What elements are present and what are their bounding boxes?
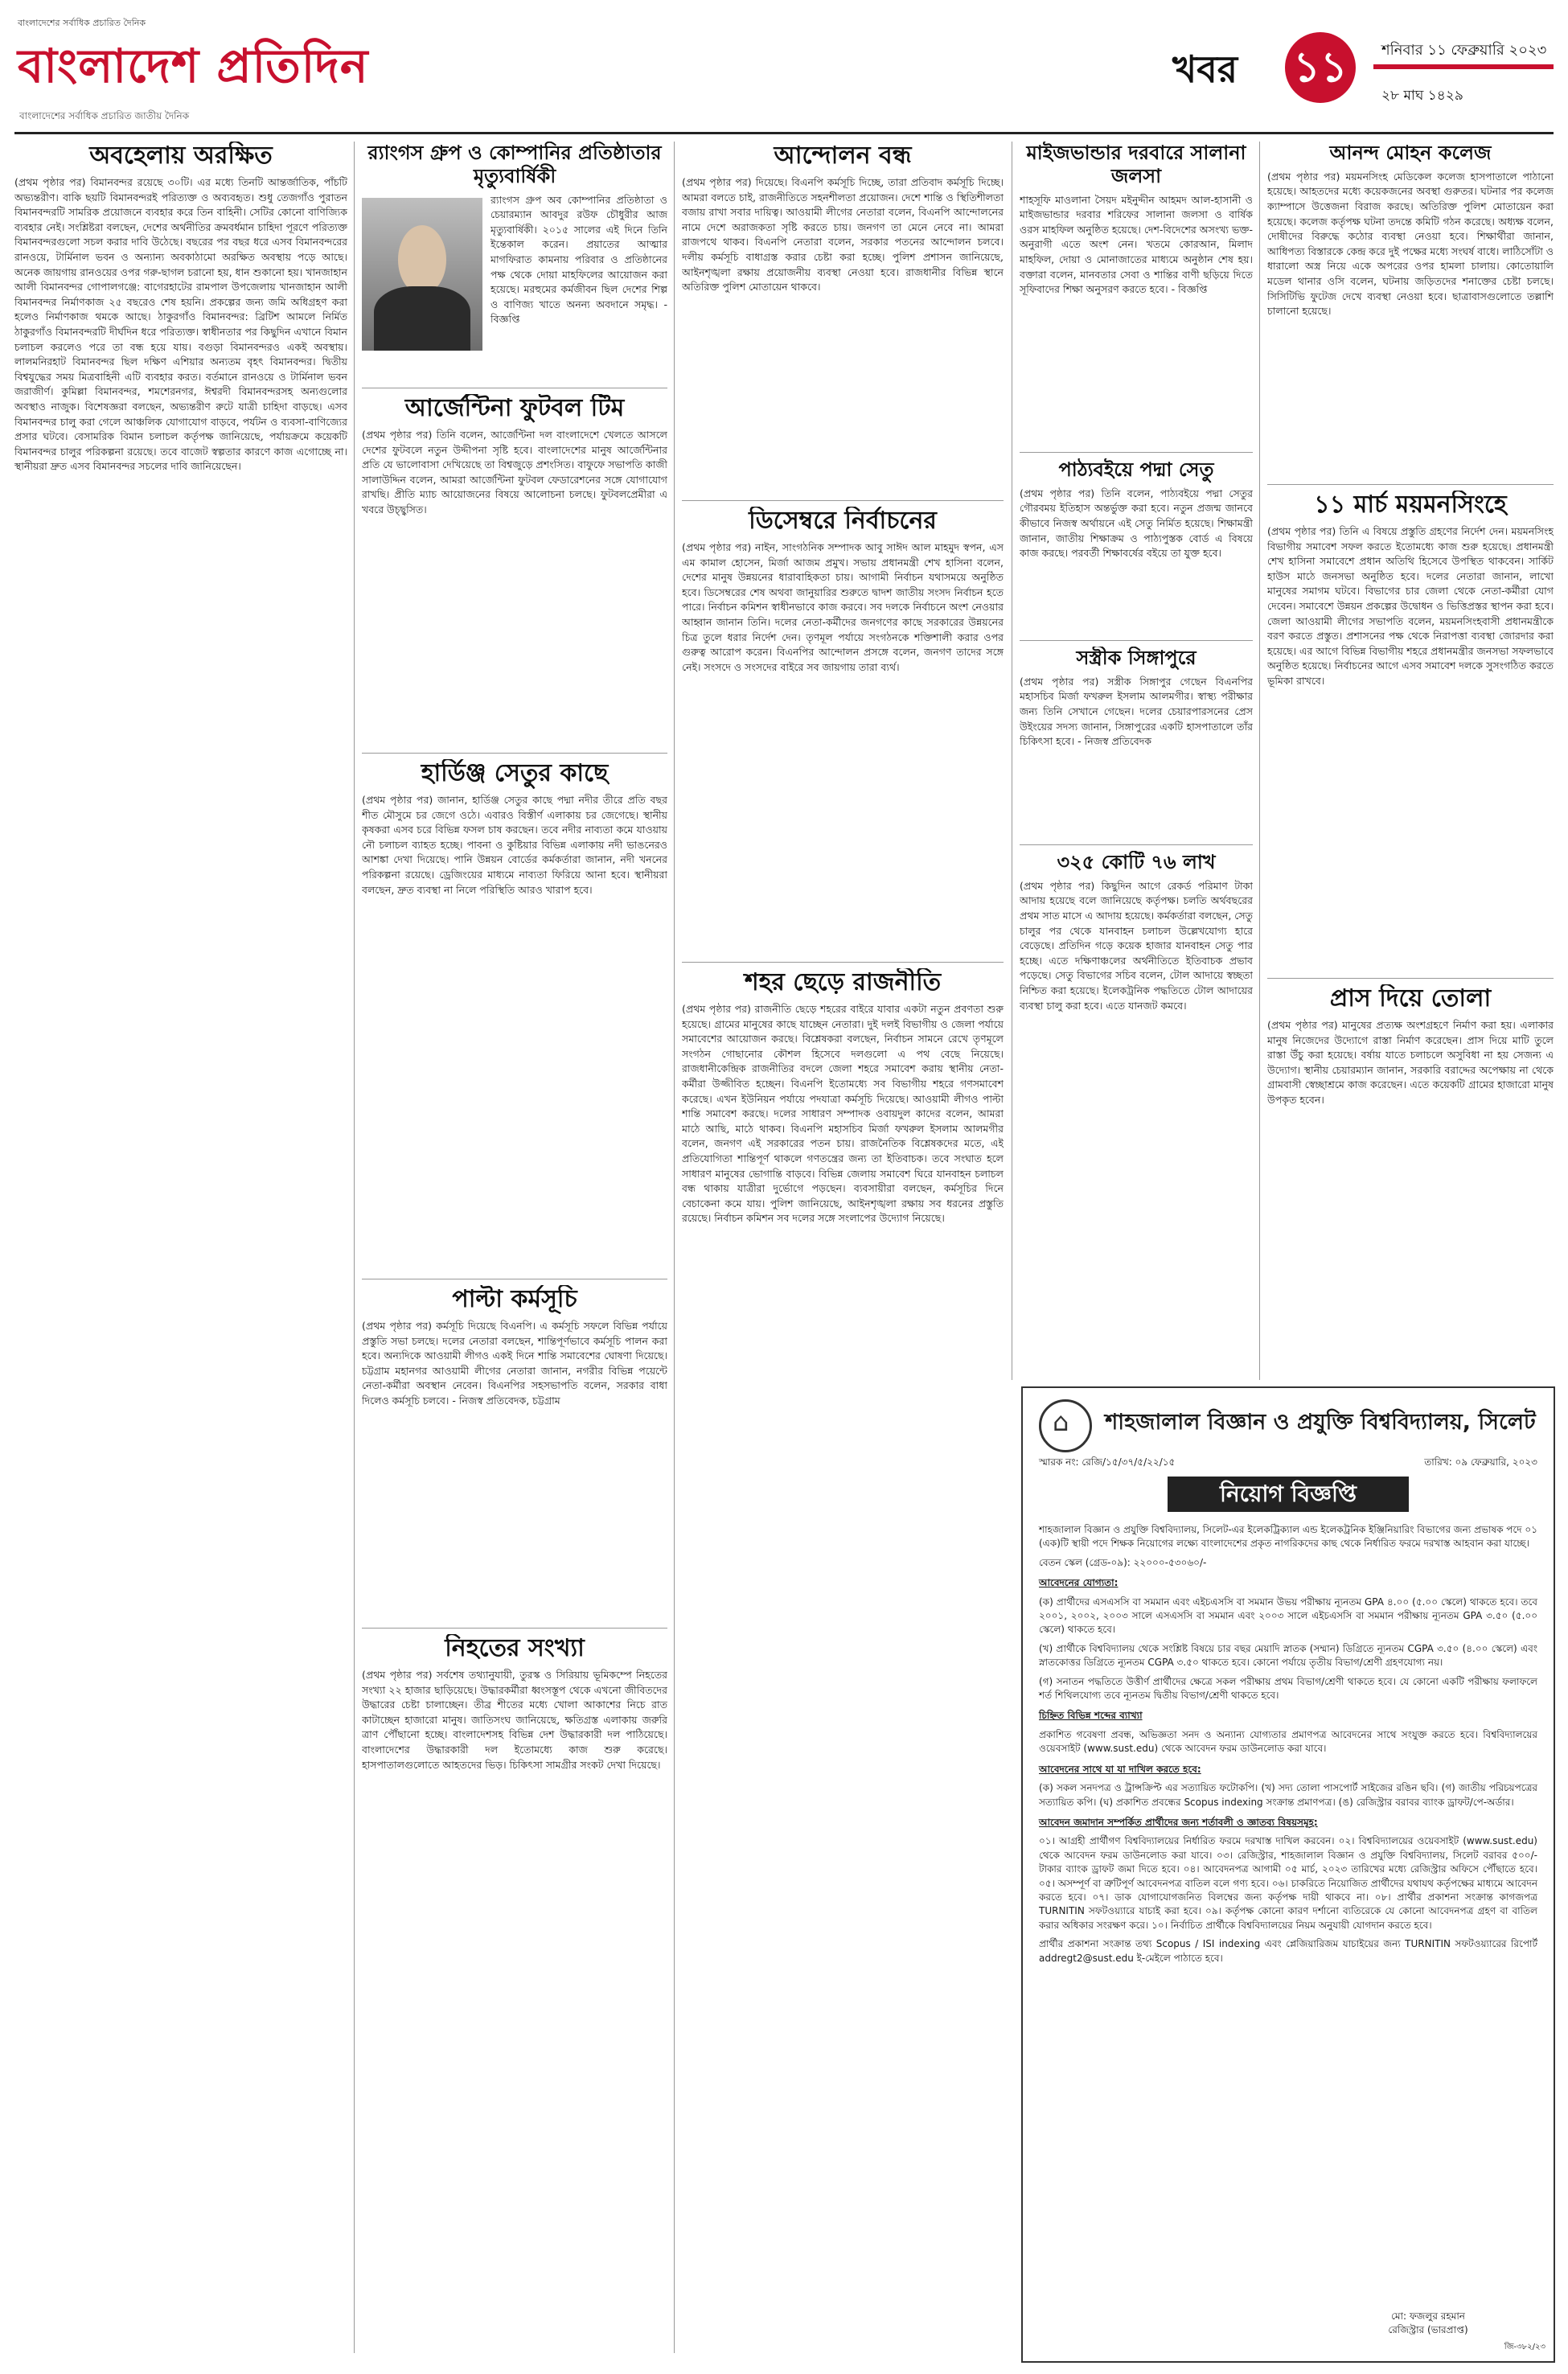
story-headline: আর্জেন্টিনা ফুটবল টিম [404,394,625,422]
story-body: (প্রথম পৃষ্ঠার পর) তিনি বলেন, আর্জেন্টিনা দল বাংলাদেশে খেলতে আসলে দেশের ফুটবলে নতুন উদ্দীপনা সৃষ্টি হবে। বাংলাদেশের মানুষ আর্জেন্টিনার প্রতি যে ভালোবাসা দেখিয়েছে তা বিশ্বজুড়ে প্রশংসিত। বাফুফে সভাপতি কাজী সালাউদ্দিন বলেন, আমরা আর্জেন্টিনা ফুটবল ফেডারেশনের সঙ্গে যোগাযোগ রাখছি। প্রীতি ম্যাচ আয়োজনের বিষয়ে আলোচনা চলছে। ফুটবলপ্রেমীরা এ খবরে উচ্ছ্বসিত। [362,429,667,515]
story-rule [362,1628,667,1629]
ad-paragraph: (ক) প্রার্থীদের এসএসসি বা সমমান এবং এইচএসসি বা সমমান উভয় পরীক্ষায় ন্যূনতম GPA ৪.০০ (৫.০০ স্কেলে) থাকতে হবে। তবে ২০০১, ২০০২, ২০০৩ সালে এসএসসি বা সমমান এবং ২০০৩ সালে এইচএসসি বা সমমান পরীক্ষায় ন্যূনতম GPA ৩.৫০ (৫.০০ স্কেলে) থাকতে হবে। [1039,1596,1537,1636]
story-body: (প্রথম পৃষ্ঠার পর) দিয়েছে। বিএনপি কর্মসূচি দিচ্ছে, তারা প্রতিবাদ কর্মসূচি দিচ্ছে। আমরা বলতে চাই, রাজনীতিতে সহনশীলতা প্রয়োজন। দেশে শান্তি ও স্থিতিশীলতা বজায় রাখা সবার দায়িত্ব। আওয়ামী লীগের নেতারা বলেন, বিএনপি আন্দোলনের নামে দেশে অরাজকতা সৃষ্টি করতে চায়। জনগণ তা মেনে নেবে না। আমরা রাজপথে থাকব। বিএনপি নেতারা বলেন, সরকার পতনের আন্দোলন চলবে। দলীয় কর্মসূচি বাধাগ্রস্ত করার চেষ্টা করা হচ্ছে। পুলিশ প্রশাসন জানিয়েছে, আইনশৃঙ্খলা রক্ষায় প্রয়োজনীয় ব্যবস্থা নেওয়া হবে। রাজধানীর বিভিন্ন স্থানে অতিরিক্ত পুলিশ মোতায়েন থাকবে। [682,176,1004,294]
story-rule [1020,844,1253,845]
story-rule [1020,640,1253,641]
story-body: (প্রথম পৃষ্ঠার পর) তিনি বলেন, পাঠ্যবইয়ে পদ্মা সেতুর গৌরবময় ইতিহাস অন্তর্ভুক্ত করা হবে। নতুন প্রজন্ম জানবে কীভাবে নিজস্ব অর্থায়নে এই সেতু নির্মিত হয়েছে। শিক্ষামন্ত্রী জানান, জাতীয় শিক্ষাক্রম ও পাঠ্যপুস্তক বোর্ড এ বিষয়ে কাজ করছে। পরবর্তী শিক্ষাবর্ষের বইয়ে তা যুক্ত হবে। [1020,487,1253,560]
story-mymensingh [1267,491,1554,973]
story-headline: ৩২৫ কোটি ৭৬ লাখ [1057,851,1216,873]
story-headline: নিহতের সংখ্যা [445,1634,585,1662]
newspaper-logo: বাংলাদেশ প্রতিদিন [18,39,369,93]
story-headline: র‌্যাংগস গ্রুপ ও কোম্পানির প্রতিষ্ঠাতার মৃত্যুবার্ষিকী [367,142,662,187]
column-rule [674,142,675,2353]
date-divider [1373,64,1554,69]
ad-section-heading: চিহ্নিত বিভিন্ন শব্দের ব্যাখ্যা [1039,1710,1143,1722]
masthead [14,11,1554,134]
story-rule [362,753,667,754]
story-ranks [362,142,667,383]
story-body: (প্রথম পৃষ্ঠার পর) বিমানবন্দর রয়েছে ৩০টি। এর মধ্যে তিনটি আন্তর্জাতিক, পাঁচটি অভ্যন্তরীণ। বাকি ছয়টি বিমানবন্দরই পরিত্যক্ত ও অব্যবহৃত। শুধু তেজগাঁও পুরাতন বিমানবন্দরটি সামরিক প্রয়োজনে ব্যবহার করে তিন বাহিনী। সেটির কোনো বাণিজ্যিক ব্যবহার নেই। সংশ্লিষ্টরা বলছেন, দেশের অর্থনীতির ক্রমবর্ধমান চাহিদা পূরণে পরিত্যক্ত বিমানবন্দরগুলো সচল করার দাবি উঠেছে। বছরের পর বছর ধরে এসব বিমানবন্দরের রানওয়ে, টার্মিনাল ভবন ও অন্যান্য অবকাঠামো অরক্ষিত অবস্থায় পড়ে আছে। অনেক জায়গায় রানওয়ের ওপর গরু-ছাগল চরানো হয়, ধান শুকানো হয়। খানজাহান আলী বিমানবন্দর গোপালগঞ্জে: বাগেরহাটের রামপাল উপজেলায় খানজাহান আলী বিমানবন্দর নির্মাণকাজ ২৫ বছরেও শেষ হয়নি। প্রকল্পের জন্য জমি অধিগ্রহণ করা হলেও নির্মাণকাজ থমকে আছে। ঠাকুরগাঁও বিমানবন্দর: ব্রিটিশ আমলে নির্মিত ঠাকুরগাঁও বিমানবন্দরটি দীর্ঘদিন ধরে পরিত্যক্ত। স্বাধীনতার পর কিছুদিন এখানে বিমান চলাচল করলেও পরে তা বন্ধ হয়ে যায়। বগুড়া বিমানবন্দরও একই অবস্থায়। লালমনিরহাট বিমানবন্দর ছিল দক্ষিণ এশিয়ার অন্যতম বৃহৎ বিমানবন্দর। দ্বিতীয় বিশ্বযুদ্ধের সময় মিত্রবাহিনী এটি ব্যবহার করত। বর্তমানে রানওয়ে ও টার্মিনাল ভবন জরাজীর্ণ। কুমিল্লা বিমানবন্দর, শমশেরনগর, ঈশ্বরদী বিমানবন্দরসহ অন্যগুলোর অবস্থাও নাজুক। বিশেষজ্ঞরা বলছেন, অভ্যন্তরীণ রুটে যাত্রী চাহিদা বাড়ছে। এসব বিমানবন্দর চালু করা গেলে আঞ্চলিক যোগাযোগ বাড়বে, পর্যটন ও ব্যবসা-বাণিজ্যের প্রসার ঘটবে। বেসামরিক বিমান চলাচল কর্তৃপক্ষ জানিয়েছে, পর্যায়ক্রমে কয়েকটি বিমানবন্দর চালুর পরিকল্পনা রয়েছে। তবে বাজেট স্বল্পতার কারণে কাজ এগোচ্ছে না। স্থানীয়রা দ্রুত এসব বিমানবন্দর সচলের দাবি জানিয়েছেন। [14,176,347,473]
story-headline: আন্দোলন বন্ধ [774,142,912,170]
story-body: (প্রথম পৃষ্ঠার পর) জানান, হার্ডিঞ্জ সেতুর কাছে পদ্মা নদীর তীরে প্রতি বছর শীত মৌসুমে চর জেগে ওঠে। এবারও বিস্তীর্ণ এলাকায় চর জেগেছে। স্থানীয় কৃষকরা এসব চরে বিভিন্ন ফসল চাষ করছেন। তবে নদীর নাব্যতা কমে যাওয়ায় নৌ চলাচল ব্যাহত হচ্ছে। পাবনা ও কুষ্টিয়ার বিভিন্ন এলাকায় নদী ভাঙনেরও আশঙ্কা দেখা দিয়েছে। পানি উন্নয়ন বোর্ডের কর্মকর্তারা জানান, নদী খননের পরিকল্পনা রয়েছে। ড্রেজিংয়ের মাধ্যমে নাব্যতা ফিরিয়ে আনা হবে। স্থানীয়রা বলছেন, দ্রুত ব্যবস্থা না নিলে পরিস্থিতি আরও খারাপ হবে। [362,794,667,896]
date-gregorian: শনিবার ১১ ফেব্রুয়ারি ২০২৩ [1381,42,1547,59]
ad-section-heading: আবেদনের যোগ্যতা: [1039,1577,1119,1589]
story-headline: ১১ মার্চ ময়মনসিংহে [1314,491,1507,519]
column-rule [1259,142,1260,1380]
ad-paragraph: (গ) সনাতন পদ্ধতিতে উত্তীর্ণ প্রার্থীদের ক্ষেত্রে সকল পরীক্ষায় প্রথম বিভাগ/শ্রেণী থাকতে হবে। যে কোনো একটি পরীক্ষায় ফলাফলে শর্ত শিথিলযোগ্য তবে ন্যূনতম দ্বিতীয় বিভাগ/শ্রেণী থাকতে হবে। [1039,1675,1537,1702]
story-body: (প্রথম পৃষ্ঠার পর) কিছুদিন আগে রেকর্ড পরিমাণ টাকা আদায় হয়েছে বলে জানিয়েছে কর্তৃপক্ষ। চলতি অর্থবছরের প্রথম সাত মাসে এ আদায় হয়েছে। কর্মকর্তারা বলছেন, সেতু চালুর পর থেকে যানবাহন চলাচল উল্লেখযোগ্য হারে বেড়েছে। প্রতিদিন গড়ে কয়েক হাজার যানবাহন সেতু পার হচ্ছে। এতে দক্ষিণাঞ্চলের অর্থনীতিতে ইতিবাচক প্রভাব পড়েছে। সেতু বিভাগের সচিব বলেন, টোল আদায়ে স্বচ্ছতা নিশ্চিত করা হয়েছে। ইলেকট্রনিক পদ্ধতিতে টোল আদায়ের ব্যবস্থা চালু করা হবে। এতে যানজট কমবে। [1020,879,1253,1012]
ad-paragraph: (খ) প্রার্থীকে বিশ্ববিদ্যালয় থেকে সংশ্লিষ্ট বিষয়ে চার বছর মেয়াদি স্নাতক (সম্মান) ডিগ্রিতে ন্যূনতম CGPA ৩.৫০ (৪.০০ স্কেলে) এবং স্নাতকোত্তর ডিগ্রিতে ন্যূনতম CGPA ৩.৫০ থাকতে হবে। কোনো পর্যায়ে তৃতীয় বিভাগ/শ্রেণী গ্রহণযোগ্য নয়। [1039,1642,1537,1669]
story-body: (প্রথম পৃষ্ঠার পর) মানুষের প্রত্যক্ষ অংশগ্রহণে নির্মাণ করা হয়। এলাকার মানুষ নিজেদের উদ্যোগে রাস্তা নির্মাণ করেছেন। প্রাস দিয়ে মাটি তুলে রাস্তা উঁচু করা হয়েছে। বর্ষায় যাতে চলাচলে অসুবিধা না হয় সেজন্য এ উদ্যোগ। স্থানীয় চেয়ারম্যান জানান, সরকারি বরাদ্দের অপেক্ষায় না থেকে গ্রামবাসী স্বেচ্ছাশ্রমে কাজ করেছেন। এতে কয়েকটি গ্রামের হাজারো মানুষ উপকৃত হবেন। [1267,1019,1554,1106]
story-anandamohan [1267,142,1554,479]
page-number-badge: ১১ [1285,32,1356,103]
column-rule [354,142,355,2353]
story-body: র‌্যাংগস গ্রুপ অব কোম্পানির প্রতিষ্ঠাতা ও চেয়ারম্যান আবদুর রউফ চৌধুরীর আজ মৃত্যুবার্ষিকী। ২০১৫ সালের এই দিনে তিনি ইন্তেকাল করেন। প্রয়াতের আত্মার মাগফিরাত কামনায় পরিবার ও প্রতিষ্ঠানের পক্ষ থেকে দোয়া মাহফিলের আয়োজন করা হয়েছে। মরহুমের কর্মজীবন ছিল দেশের শিল্প ও বাণিজ্য খাতে অনন্য অবদানে সমৃদ্ধ। - বিজ্ঞপ্তি [491,193,667,326]
story-body: শাহসূফি মাওলানা সৈয়দ মইনুদ্দীন আহমদ আল-হাসানী ও মাইজভান্ডার দরবার শরিফের সালানা জলসা ও বার্ষিক ওরস মাহফিল অনুষ্ঠিত হয়েছে। দেশ-বিদেশের অসংখ্য ভক্ত-অনুরাগী এতে অংশ নেন। খতমে কোরআন, মিলাদ মাহফিল, দোয়া ও মোনাজাতের মাধ্যমে অনুষ্ঠান শেষ হয়। বক্তারা বলেন, মানবতার সেবা ও শান্তির বাণী ছড়িয়ে দিতে সূফিবাদের শিক্ষা অনুসরণ করতে হবে। - বিজ্ঞপ্তি [1020,193,1253,296]
story-body: (প্রথম পৃষ্ঠার পর) সস্ত্রীক সিঙ্গাপুর গেছেন বিএনপির মহাসচিব মির্জা ফখরুল ইসলাম আলমগীর। স্বাস্থ্য পরীক্ষার জন্য তিনি সেখানে গেছেন। দলের চেয়ারপারসনের প্রেস উইংয়ের সদস্য জানান, সিঙ্গাপুরের একটি হাসপাতালে তাঁর চিকিৎসা হবে। - নিজস্ব প্রতিবেদক [1020,675,1253,748]
story-abohela [14,142,347,2353]
story-hardinge [362,759,667,1274]
story-headline: অবহেলায় অরক্ষিত [89,142,273,170]
story-prash [1267,984,1554,1378]
signatory-name: মো: ফজলুর রহমান [1391,2310,1465,2322]
masthead-small-line: বাংলাদেশের সর্বাধিক প্রচারিত দৈনিক [18,18,146,28]
story-crore [1020,851,1253,1378]
story-headline: শহর ছেড়ে রাজনীতি [744,968,942,996]
ad-code: জি-৩৮২/২৩ [1504,2343,1545,2351]
ad-date: তারিখ: ০৯ ফেব্রুয়ারি, ২০২৩ [1424,1456,1537,1468]
ad-body [1039,1523,1537,1970]
ad-paragraph: (ক) সকল সনদপত্র ও ট্রান্সক্রিপ্ট এর সত্যায়িত ফটোকপি। (খ) সদ্য তোলা পাসপোর্ট সাইজের রঙিন ছবি। (গ) জাতীয় পরিচয়পত্রের সত্যায়িত কপি। (ঘ) প্রকাশিত প্রবন্ধের Scopus indexing সংক্রান্ত প্রমাণপত্র। (ঙ) রেজিস্ট্রার বরাবর ব্যাংক ড্রাফট/পে-অর্ডার। [1039,1782,1537,1808]
ad-paragraph: প্রার্থীর প্রকাশনা সংক্রান্ত তথ্য Scopus / ISI indexing এবং প্লেজিয়ারিজম যাচাইয়ের জন্য TURNITIN সফটওয়্যারের রিপোর্ট addregt2@sust.edu ই-মেইলে পাঠাতে হবে। [1039,1938,1537,1964]
story-body: (প্রথম পৃষ্ঠার পর) তিনি এ বিষয়ে প্রস্তুতি গ্রহণের নির্দেশ দেন। ময়মনসিংহ বিভাগীয় সমাবেশ সফল করতে ইতোমধ্যে কাজ শুরু হয়েছে। প্রধানমন্ত্রী শেখ হাসিনা সমাবেশে প্রধান অতিথি হিসেবে উপস্থিত থাকবেন। সার্কিট হাউস মাঠে জনসভা অনুষ্ঠিত হবে। দলের নেতারা জানান, লাখো মানুষের সমাগম ঘটবে। বিভাগের চার জেলা থেকে নেতা-কর্মীরা যোগ দেবেন। সমাবেশে উন্নয়ন প্রকল্পের উদ্বোধন ও ভিত্তিপ্রস্তর স্থাপন করা হবে। জেলা আওয়ামী লীগের সভাপতি বলেন, ময়মনসিংহবাসী প্রধানমন্ত্রীকে বরণ করতে প্রস্তুত। প্রশাসনের পক্ষ থেকে নিরাপত্তা ব্যবস্থা জোরদার করা হয়েছে। এর আগে বিভিন্ন বিভাগীয় শহরে প্রধানমন্ত্রীর জনসভা সফলভাবে অনুষ্ঠিত হয়েছে। নির্বাচনের আগে এসব সমাবেশ দলকে সুসংগঠিত করতে ভূমিকা রাখবে। [1267,525,1554,687]
story-headline: হার্ডিঞ্জ সেতুর কাছে [421,759,609,787]
story-headline: ডিসেম্বরে নির্বাচনের [749,507,937,535]
story-body: (প্রথম পৃষ্ঠার পর) ময়মনসিংহ মেডিকেল কলেজ হাসপাতালে পাঠানো হয়েছে। আহতদের মধ্যে কয়েকজনের অবস্থা গুরুতর। ঘটনার পর কলেজ ক্যাম্পাসে উত্তেজনা বিরাজ করছে। অতিরিক্ত পুলিশ মোতায়েন করা হয়েছে। কলেজ কর্তৃপক্ষ ঘটনা তদন্তে কমিটি গঠন করেছে। অধ্যক্ষ বলেন, দোষীদের বিরুদ্ধে কঠোর ব্যবস্থা নেওয়া হবে। শিক্ষার্থীরা জানান, আধিপত্য বিস্তারকে কেন্দ্র করে দুই পক্ষের মধ্যে সংঘর্ষ বাধে। লাঠিসোঁটা ও ধারালো অস্ত্র নিয়ে একে অপরের ওপর হামলা চালায়। কোতোয়ালি মডেল থানার ওসি বলেন, ঘটনায় জড়িতদের শনাক্তের চেষ্টা চলছে। সিসিটিভি ফুটেজ দেখে ব্যবস্থা নেওয়া হবে। ছাত্রাবাসগুলোতে তল্লাশি চালানো হয়েছে। [1267,170,1554,318]
story-shohor [682,968,1004,2353]
masthead-tagline: বাংলাদেশের সর্বাধিক প্রচারিত জাতীয় দৈনিক [19,110,190,121]
story-headline: আনন্দ মোহন কলেজ [1329,142,1492,164]
ad-banner-title: নিয়োগ বিজ্ঞপ্তি [1168,1477,1409,1512]
date-bengali: ২৮ মাঘ ১৪২৯ [1381,88,1463,104]
story-rule [1267,484,1554,485]
portrait-photo [362,198,482,351]
story-palta [362,1285,667,1623]
ad-reference-number: স্মারক নং: রেজি/১৫/৩৭/৫/২২/১৫ [1039,1456,1176,1468]
story-pathorbaiye [1020,458,1253,635]
story-headline: প্রাস দিয়ে তোলা [1329,984,1492,1012]
story-december [682,507,1004,957]
newspaper-page [14,11,1554,2363]
story-singapore [1020,647,1253,840]
story-body: (প্রথম পৃষ্ঠার পর) কর্মসূচি দিয়েছে বিএনপি। এ কর্মসূচি সফলে বিভিন্ন পর্যায়ে প্রস্তুতি সভা চলছে। দলের নেতারা বলছেন, শান্তিপূর্ণভাবে কর্মসূচি পালন করা হবে। অন্যদিকে আওয়ামী লীগও একই দিনে শান্তি সমাবেশের ঘোষণা দিয়েছে। চট্টগ্রাম মহানগর আওয়ামী লীগের নেতারা জানান, নগরীর বিভিন্ন পয়েন্টে নেতা-কর্মীরা অবস্থান নেবেন। বিএনপির সহসভাপতি বলেন, সরকার বাধা দিলেও কর্মসূচি চলবে। - নিজস্ব প্রতিবেদক, চট্টগ্রাম [362,1320,667,1407]
job-advertisement [1021,1386,1555,2363]
story-headline: পাল্টা কর্মসূচি [452,1285,577,1313]
ad-section-heading: আবেদন জমাদান সম্পর্কিত প্রার্থীদের জন্য শর্তাবলী ও জ্ঞাতব্য বিষয়সমূহ: [1039,1816,1318,1828]
story-rule [1267,978,1554,979]
ad-paragraph: প্রকাশিত গবেষণা প্রবন্ধ, অভিজ্ঞতা সনদ ও অন্যান্য যোগ্যতার প্রমাণপত্র আবেদনের সাথে সংযুক্ত করতে হবে। বিশ্ববিদ্যালয়ের ওয়েবসাইট (www.sust.edu) থেকে আবেদন ফরম ডাউনলোড করা যাবে। [1039,1728,1537,1755]
story-rule [682,500,1004,501]
story-headline: সস্ত্রীক সিঙ্গাপুরে [1076,647,1197,669]
university-seal-icon [1039,1399,1092,1452]
story-body: (প্রথম পৃষ্ঠার পর) সর্বশেষ তথ্যানুযায়ী, তুরস্ক ও সিরিয়ায় ভূমিকম্পে নিহতের সংখ্যা ২২ হাজার ছাড়িয়েছে। উদ্ধারকর্মীরা ধ্বংসস্তূপ থেকে এখনো জীবিতদের উদ্ধারের চেষ্টা চালাচ্ছেন। তীব্র শীতের মধ্যে খোলা আকাশের নিচে রাত কাটাচ্ছেন হাজারো মানুষ। জাতিসংঘ জানিয়েছে, ক্ষতিগ্রস্ত এলাকায় জরুরি ত্রাণ পৌঁছানো হচ্ছে। বাংলাদেশসহ বিভিন্ন দেশ উদ্ধারকারী দল পাঠিয়েছে। বাংলাদেশের উদ্ধারকারী দল ইতোমধ্যে কাজ শুরু করেছে। হাসপাতালগুলোতে আহতদের ভিড়। চিকিৎসা সামগ্রীর সংকট দেখা দিয়েছে। [362,1669,667,1771]
story-body: (প্রথম পৃষ্ঠার পর) নাইন, সাংগঠনিক সম্পাদক আবু সাঈদ আল মাহমুদ স্বপন, এস এম কামাল হোসেন, মির্জা আজম প্রমুখ। সভায় প্রধানমন্ত্রী শেখ হাসিনা বলেন, দেশের মানুষ উন্নয়নের ধারাবাহিকতা চায়। আগামী নির্বাচন যথাসময়ে অনুষ্ঠিত হবে। ডিসেম্বরের শেষ অথবা জানুয়ারির শুরুতে দ্বাদশ জাতীয় সংসদ নির্বাচন হতে পারে। নির্বাচন কমিশন স্বাধীনভাবে কাজ করবে। সব দলকে নির্বাচনে অংশ নেওয়ার আহ্বান জানান তিনি। দলের নেতা-কর্মীদের জনগণের কাছে সরকারের উন্নয়নের চিত্র তুলে ধরার নির্দেশ দেন। তৃণমূল পর্যায়ে সংগঠনকে শক্তিশালী করার ওপর গুরুত্ব আরোপ করেন। বিএনপির আন্দোলন প্রসঙ্গে বলেন, জনগণ তাদের সঙ্গে নেই। সংসদে ও সংসদের বাইরে সব জায়গায় তারা ব্যর্থ। [682,541,1004,673]
ad-section-heading: আবেদনের সাথে যা যা দাখিল করতে হবে: [1039,1763,1201,1775]
ad-pay-scale: বেতন স্কেল (গ্রেড-০৯): ২২০০০-৫৩০৬০/- [1039,1556,1207,1568]
story-nihoter [362,1634,667,2353]
story-rule [682,962,1004,963]
signatory-title: রেজিস্ট্রার (ভারপ্রাপ্ত) [1388,2324,1468,2335]
section-name: খবর [1172,47,1238,91]
ad-signature-block [1332,2310,1525,2337]
ad-intro: শাহজালাল বিজ্ঞান ও প্রযুক্তি বিশ্ববিদ্যালয়, সিলেট-এর ইলেকট্রিক্যাল এন্ড ইলেকট্রনিক ইঞ্জিনিয়ারিং বিভাগের জন্য প্রভাষক পদে ০১ (এক)টি স্থায়ী পদে শিক্ষক নিয়োগের লক্ষ্যে বাংলাদেশের প্রকৃত নাগরিকদের কাছ থেকে নির্ধারিত ফরমে দরখাস্ত আহবান করা যাচ্ছে। [1039,1524,1537,1550]
ad-university-name: শাহজালাল বিজ্ঞান ও প্রযুক্তি বিশ্ববিদ্যালয়, সিলেট [1105,1410,1536,1435]
story-argentina [362,394,667,748]
story-headline: পাঠ্যবইয়ে পদ্মা সেতু [1058,458,1214,481]
story-headline: মাইজভান্ডার দরবারে সালানা জলসা [1026,142,1246,187]
story-maijbhandar [1020,142,1253,447]
ad-paragraph: ০১। আগ্রহী প্রার্থীগণ বিশ্ববিদ্যালয়ের নির্ধারিত ফরমে দরখাস্ত দাখিল করবেন। ০২। বিশ্ববিদ্যালয়ের ওয়েবসাইট (www.sust.edu) থেকে আবেদন ফরম ডাউনলোড করা যাবে। ০৩। রেজিস্ট্রার, শাহজালাল বিজ্ঞান ও প্রযুক্তি বিশ্ববিদ্যালয়, সিলেট বরাবর ৫০০/- টাকার ব্যাংক ড্রাফট জমা দিতে হবে। ০৪। আবেদনপত্র আগামী ০৫ মার্চ, ২০২৩ তারিখের মধ্যে রেজিস্ট্রার অফিসে পৌঁছাতে হবে। ০৫। অসম্পূর্ণ বা ত্রুটিপূর্ণ আবেদনপত্র বাতিল বলে গণ্য হবে। ০৬। চাকরিতে নিয়োজিত প্রার্থীদের যথাযথ কর্তৃপক্ষের মাধ্যমে আবেদন করতে হবে। ০৭। ডাক যোগাযোগজনিত বিলম্বের জন্য কর্তৃপক্ষ দায়ী থাকবে না। ০৮। প্রার্থীর প্রকাশনা সংক্রান্ত কাগজপত্র TURNITIN সফটওয়্যারে যাচাই করা হবে। ০৯। কর্তৃপক্ষ কোনো কারণ দর্শানো ব্যতিরেকে যে কোনো আবেদনপত্র গ্রহণ বা বাতিল করার অধিকার সংরক্ষণ করে। ১০। নির্বাচিত প্রার্থীকে বিশ্ববিদ্যালয়ের নিয়ম অনুযায়ী যোগদান করতে হবে। [1039,1835,1537,1931]
story-body: (প্রথম পৃষ্ঠার পর) রাজনীতি ছেড়ে শহরের বাইরে যাবার একটা নতুন প্রবণতা শুরু হয়েছে। গ্রামের মানুষের কাছে যাচ্ছেন নেতারা। দুই দলই বিভাগীয় ও জেলা পর্যায়ে সমাবেশের আয়োজন করছে। বিশ্লেষকরা বলছেন, নির্বাচন সামনে রেখে তৃণমূলে সংগঠন গোছানোর কৌশল হিসেবে দলগুলো এ পথ বেছে নিয়েছে। রাজধানীকেন্দ্রিক রাজনীতির বদলে জেলা শহরে সমাবেশ করায় স্থানীয় নেতা-কর্মীরা উজ্জীবিত হচ্ছেন। বিএনপি ইতোমধ্যে সব বিভাগীয় শহরে গণসমাবেশ করেছে। এখন ইউনিয়ন পর্যায়ে পদযাত্রা কর্মসূচি দিয়েছে। আওয়ামী লীগও পাল্টা শান্তি সমাবেশ করছে। দলের সাধারণ সম্পাদক ওবায়দুল কাদের বলেন, আমরা মাঠে আছি, মাঠে থাকব। বিএনপি মহাসচিব মির্জা ফখরুল ইসলাম আলমগীর বলেন, জনগণ এই সরকারের পতন চায়। রাজনৈতিক বিশ্লেষকদের মতে, এই প্রতিযোগিতা শান্তিপূর্ণ থাকলে গণতন্ত্রের জন্য তা ইতিবাচক। তবে সংঘাত হলে সাধারণ মানুষের ভোগান্তি বাড়বে। বিভিন্ন জেলায় সমাবেশ ঘিরে যানবাহন চলাচল বন্ধ থাকায় যাত্রীরা দুর্ভোগে পড়ছেন। ব্যবসায়ীরা বলছেন, কর্মসূচির দিনে বেচাকেনা কমে যায়। পুলিশ জানিয়েছে, আইনশৃঙ্খলা রক্ষায় সব ধরনের প্রস্তুতি রয়েছে। নির্বাচন কমিশন সব দলের সঙ্গে সংলাপের উদ্যোগ নিয়েছে। [682,1003,1004,1225]
story-rule [1020,452,1253,453]
story-andolon [682,142,1004,495]
